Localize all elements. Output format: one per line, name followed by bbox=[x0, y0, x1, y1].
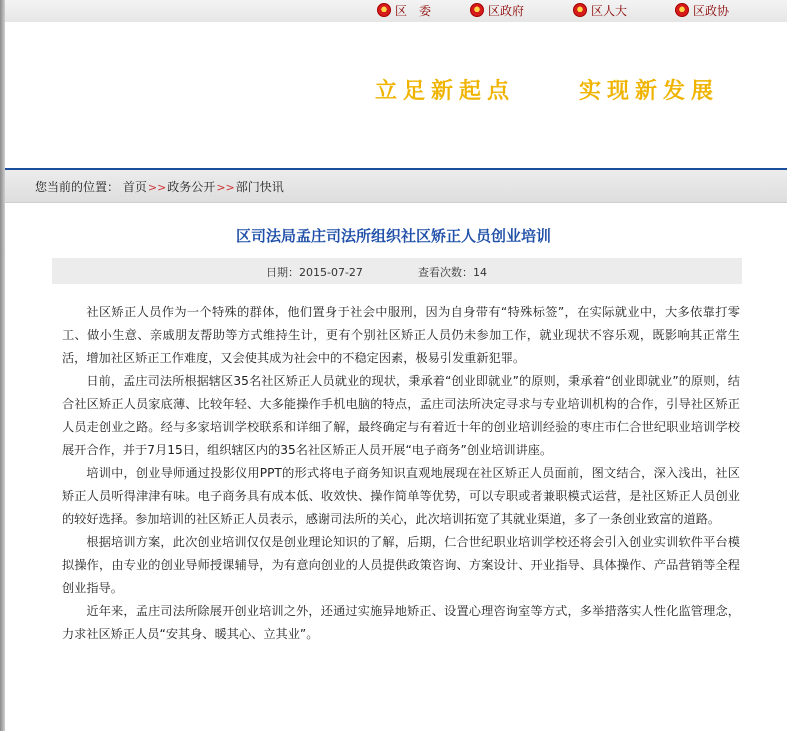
national-emblem-icon bbox=[573, 3, 587, 17]
party-emblem-icon bbox=[377, 3, 391, 17]
nav-district-congress[interactable] bbox=[573, 3, 627, 19]
nav-district-committee[interactable] bbox=[377, 3, 431, 19]
nav-label: 区 委 bbox=[395, 4, 432, 18]
nav-label: 区人大 bbox=[591, 4, 628, 18]
slogan-left: 立足新起点 bbox=[375, 79, 516, 104]
nav-district-government[interactable] bbox=[470, 3, 524, 19]
nav-district-cppcc[interactable] bbox=[675, 3, 729, 19]
article-paragraph: 近年来，孟庄司法所除展开创业培训之外，还通过实施异地矫正、设置心理咨询室等方式，多举措落实人性化监管理念，力求社区矫正人员“安其身、暖其心、立其业”。 bbox=[62, 604, 740, 641]
nav-label: 区政协 bbox=[693, 4, 730, 18]
slogan-right: 实现新发展 bbox=[579, 79, 720, 104]
breadcrumb-government-affairs[interactable]: 政务公开 bbox=[167, 180, 216, 194]
breadcrumb-prefix: 您当前的位置： bbox=[35, 180, 120, 194]
article-paragraph: 日前，孟庄司法所根据辖区35名社区矫正人员就业的现状，秉承着“创业即就业”的原则，秉承着“创业即就业”的原则，结合社区矫正人员家底薄、比较年轻、大多能操作手机电脑的特点，孟庄司法所决定寻求与专业培训机构的合作，引导社区矫正人员走创业之路。经与多家培训学校联系和详细了解，最终确定与有着近十年的创业培训经验的枣庄市仁合世纪职业培训学校展开合作，并于7月15日，组织辖区内的35名社区矫正人员开展“电子商务”创业培训讲座。 bbox=[62, 374, 740, 457]
breadcrumb-bar bbox=[5, 170, 787, 203]
article-date: 日期：2015-07-27 bbox=[266, 266, 363, 279]
header-banner bbox=[5, 22, 787, 168]
breadcrumb-separator: >> bbox=[216, 181, 235, 194]
article-title: 区司法局孟庄司法所组织社区矫正人员创业培训 bbox=[235, 227, 551, 245]
breadcrumb-home[interactable]: 首页 bbox=[122, 180, 147, 194]
article-paragraph: 社区矫正人员作为一个特殊的群体，他们置身于社会中服刑，因为自身带有“特殊标签”，在实际就业中，大多依靠打零工、做小生意、亲戚朋友帮助等方式维持生计，更有个别社区矫正人员仍未参加工作，就业现状不容乐观，既影响其正常生活，增加社区矫正工作难度，又会使其成为社会中的不稳定因素，极易引发重新犯罪。 bbox=[62, 305, 740, 365]
top-nav-bar bbox=[5, 0, 787, 23]
breadcrumb-separator: >> bbox=[147, 181, 167, 194]
breadcrumb-department-news[interactable]: 部门快讯 bbox=[235, 180, 284, 194]
article-paragraph: 根据培训方案，此次创业培训仅仅是创业理论知识的了解，后期，仁合世纪职业培训学校还将会引入创业实训软件平台模拟操作，由专业的创业导师授课辅导，为有意向创业的人员提供政策咨询、方案设计、开业指导、具体操作、产品营销等全程创业指导。 bbox=[62, 535, 740, 595]
article-body bbox=[62, 301, 740, 646]
article-views: 查看次数：14 bbox=[418, 266, 487, 279]
national-emblem-icon bbox=[470, 3, 484, 17]
nav-label: 区政府 bbox=[488, 4, 525, 18]
article-paragraph: 培训中，创业导师通过投影仪用PPT的形式将电子商务知识直观地展现在社区矫正人员面前，图文结合，深入浅出，社区矫正人员听得津津有味。电子商务具有成本低、收效快、操作简单等优势，可以专职或者兼职模式运营，是社区矫正人员创业的较好选择。参加培训的社区矫正人员表示，感谢司法所的关心，此次培训拓宽了其就业渠道，多了一条创业致富的道路。 bbox=[62, 466, 740, 526]
breadcrumb bbox=[35, 178, 284, 195]
article-meta-bar bbox=[52, 258, 742, 284]
cppcc-emblem-icon bbox=[675, 3, 689, 17]
